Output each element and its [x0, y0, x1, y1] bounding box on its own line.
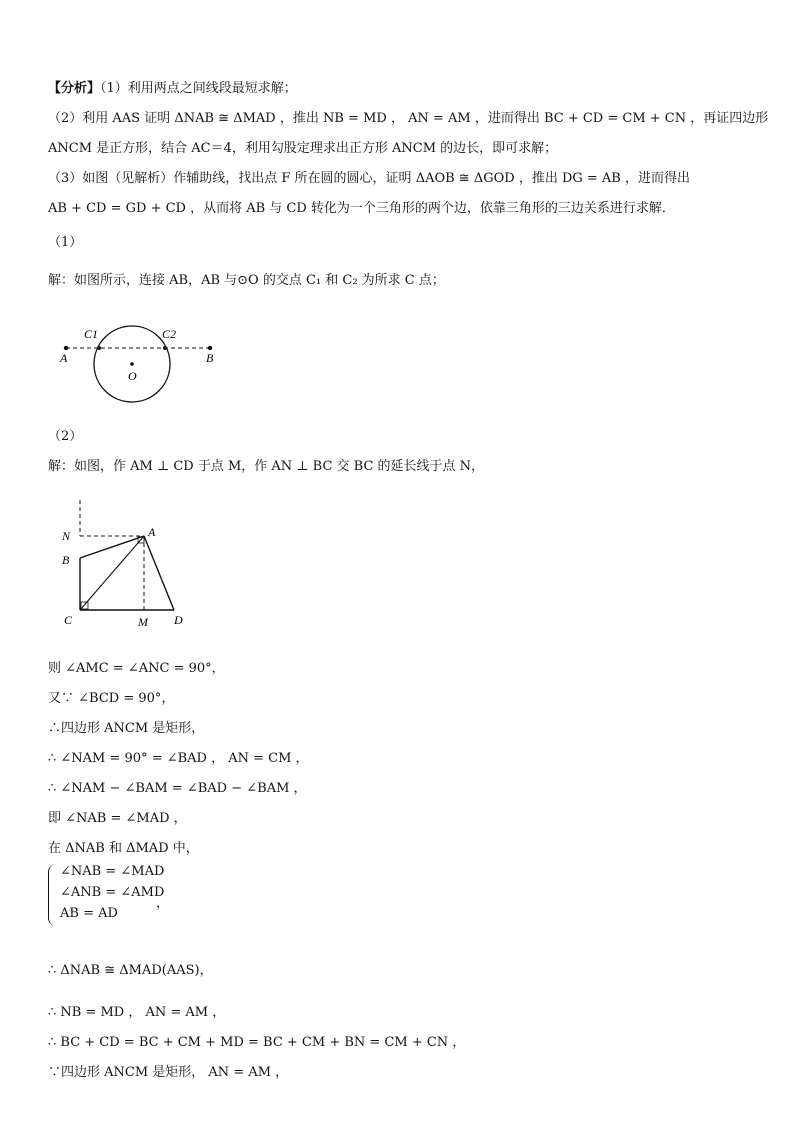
label-a: A [60, 351, 68, 365]
system-row-2: ∠ANB = ∠AMD [60, 885, 165, 900]
label-b2: B [62, 553, 70, 567]
label-c1: C1 [84, 327, 99, 341]
analysis-p3a: （3）如图（见解析）作辅助线，找出点 F 所在圆的圆心，证明 ΔAOB ≅ ΔGOD ，推出 DG = AB ，进而得出 [48, 171, 690, 186]
figure-circle-segment [52, 318, 232, 410]
system-brace [48, 864, 59, 926]
label-b: B [206, 351, 214, 365]
label-d: D [174, 613, 183, 627]
label-c2: C2 [162, 327, 177, 341]
analysis-p1: （1）利用两点之间线段最短求解； [100, 81, 297, 96]
point-a [64, 346, 68, 350]
figure-quadrilateral [52, 496, 202, 632]
step-9: ∴ NB = MD ， AN = AM ， [48, 1005, 226, 1020]
label-c: C [64, 613, 73, 627]
step-4: ∴ ∠NAM = 90° = ∠BAD ， AN = CM ， [48, 751, 309, 766]
step-2: 又∵ ∠BCD = 90°， [48, 691, 175, 706]
side-ad [144, 536, 174, 610]
part1-solution: 解：如图所示，连接 AB，AB 与⊙O 的交点 C₁ 和 C₂ 为所求 C 点； [48, 273, 445, 288]
system-row-1: ∠NAB = ∠MAD [60, 864, 165, 879]
step-3: ∴四边形 ANCM 是矩形， [48, 721, 205, 736]
point-o [130, 362, 134, 366]
step-1: 则 ∠AMC = ∠ANC = 90°， [48, 661, 225, 676]
step-10: ∴ BC + CD = BC + CM + MD = BC + CM + BN = CM + CN ， [48, 1035, 466, 1050]
analysis-title: 【分析】 [48, 81, 101, 96]
step-8: ∴ ΔNAB ≅ ΔMAD(AAS)， [48, 963, 213, 978]
part1-label: （1） [48, 235, 83, 250]
label-a2: A [148, 525, 156, 539]
point-b [208, 346, 212, 350]
label-n: N [62, 529, 71, 543]
analysis-line-1 [48, 80, 297, 98]
step-7: 在 ΔNAB 和 ΔMAD 中， [48, 841, 199, 856]
part2-solution: 解：如图，作 AM ⊥ CD 于点 M，作 AN ⊥ BC 交 BC 的延长线于点 N， [48, 459, 485, 474]
analysis-p2a: （2）利用 AAS 证明 ΔNAB ≅ ΔMAD ，推出 NB = MD ， AN = AM ，进而得出 BC + CD = CM + CN ，再证四边形 [48, 111, 769, 126]
step-6: 即 ∠NAB = ∠MAD ， [48, 811, 187, 826]
step-5: ∴ ∠NAM − ∠BAM = ∠BAD − ∠BAM ， [48, 781, 307, 796]
label-o: O [128, 369, 137, 383]
point-c2 [163, 346, 167, 350]
system-row-3: AB = AD [60, 906, 118, 921]
step-11: ∵四边形 ANCM 是矩形， AN = AM ， [48, 1065, 289, 1080]
label-m: M [138, 615, 148, 629]
analysis-p2b: ANCM 是正方形，结合 AC＝4，利用勾股定理求出正方形 ANCM 的边长，即可求解； [48, 141, 558, 156]
system-comma: ， [156, 896, 170, 911]
part2-label: （2） [48, 429, 83, 444]
equation-system [48, 864, 208, 928]
analysis-p3b: AB + CD = GD + CD ，从而将 AB 与 CD 转化为一个三角形的两个边，依靠三角形的三边关系进行求解． [48, 201, 675, 216]
point-c1 [97, 346, 101, 350]
